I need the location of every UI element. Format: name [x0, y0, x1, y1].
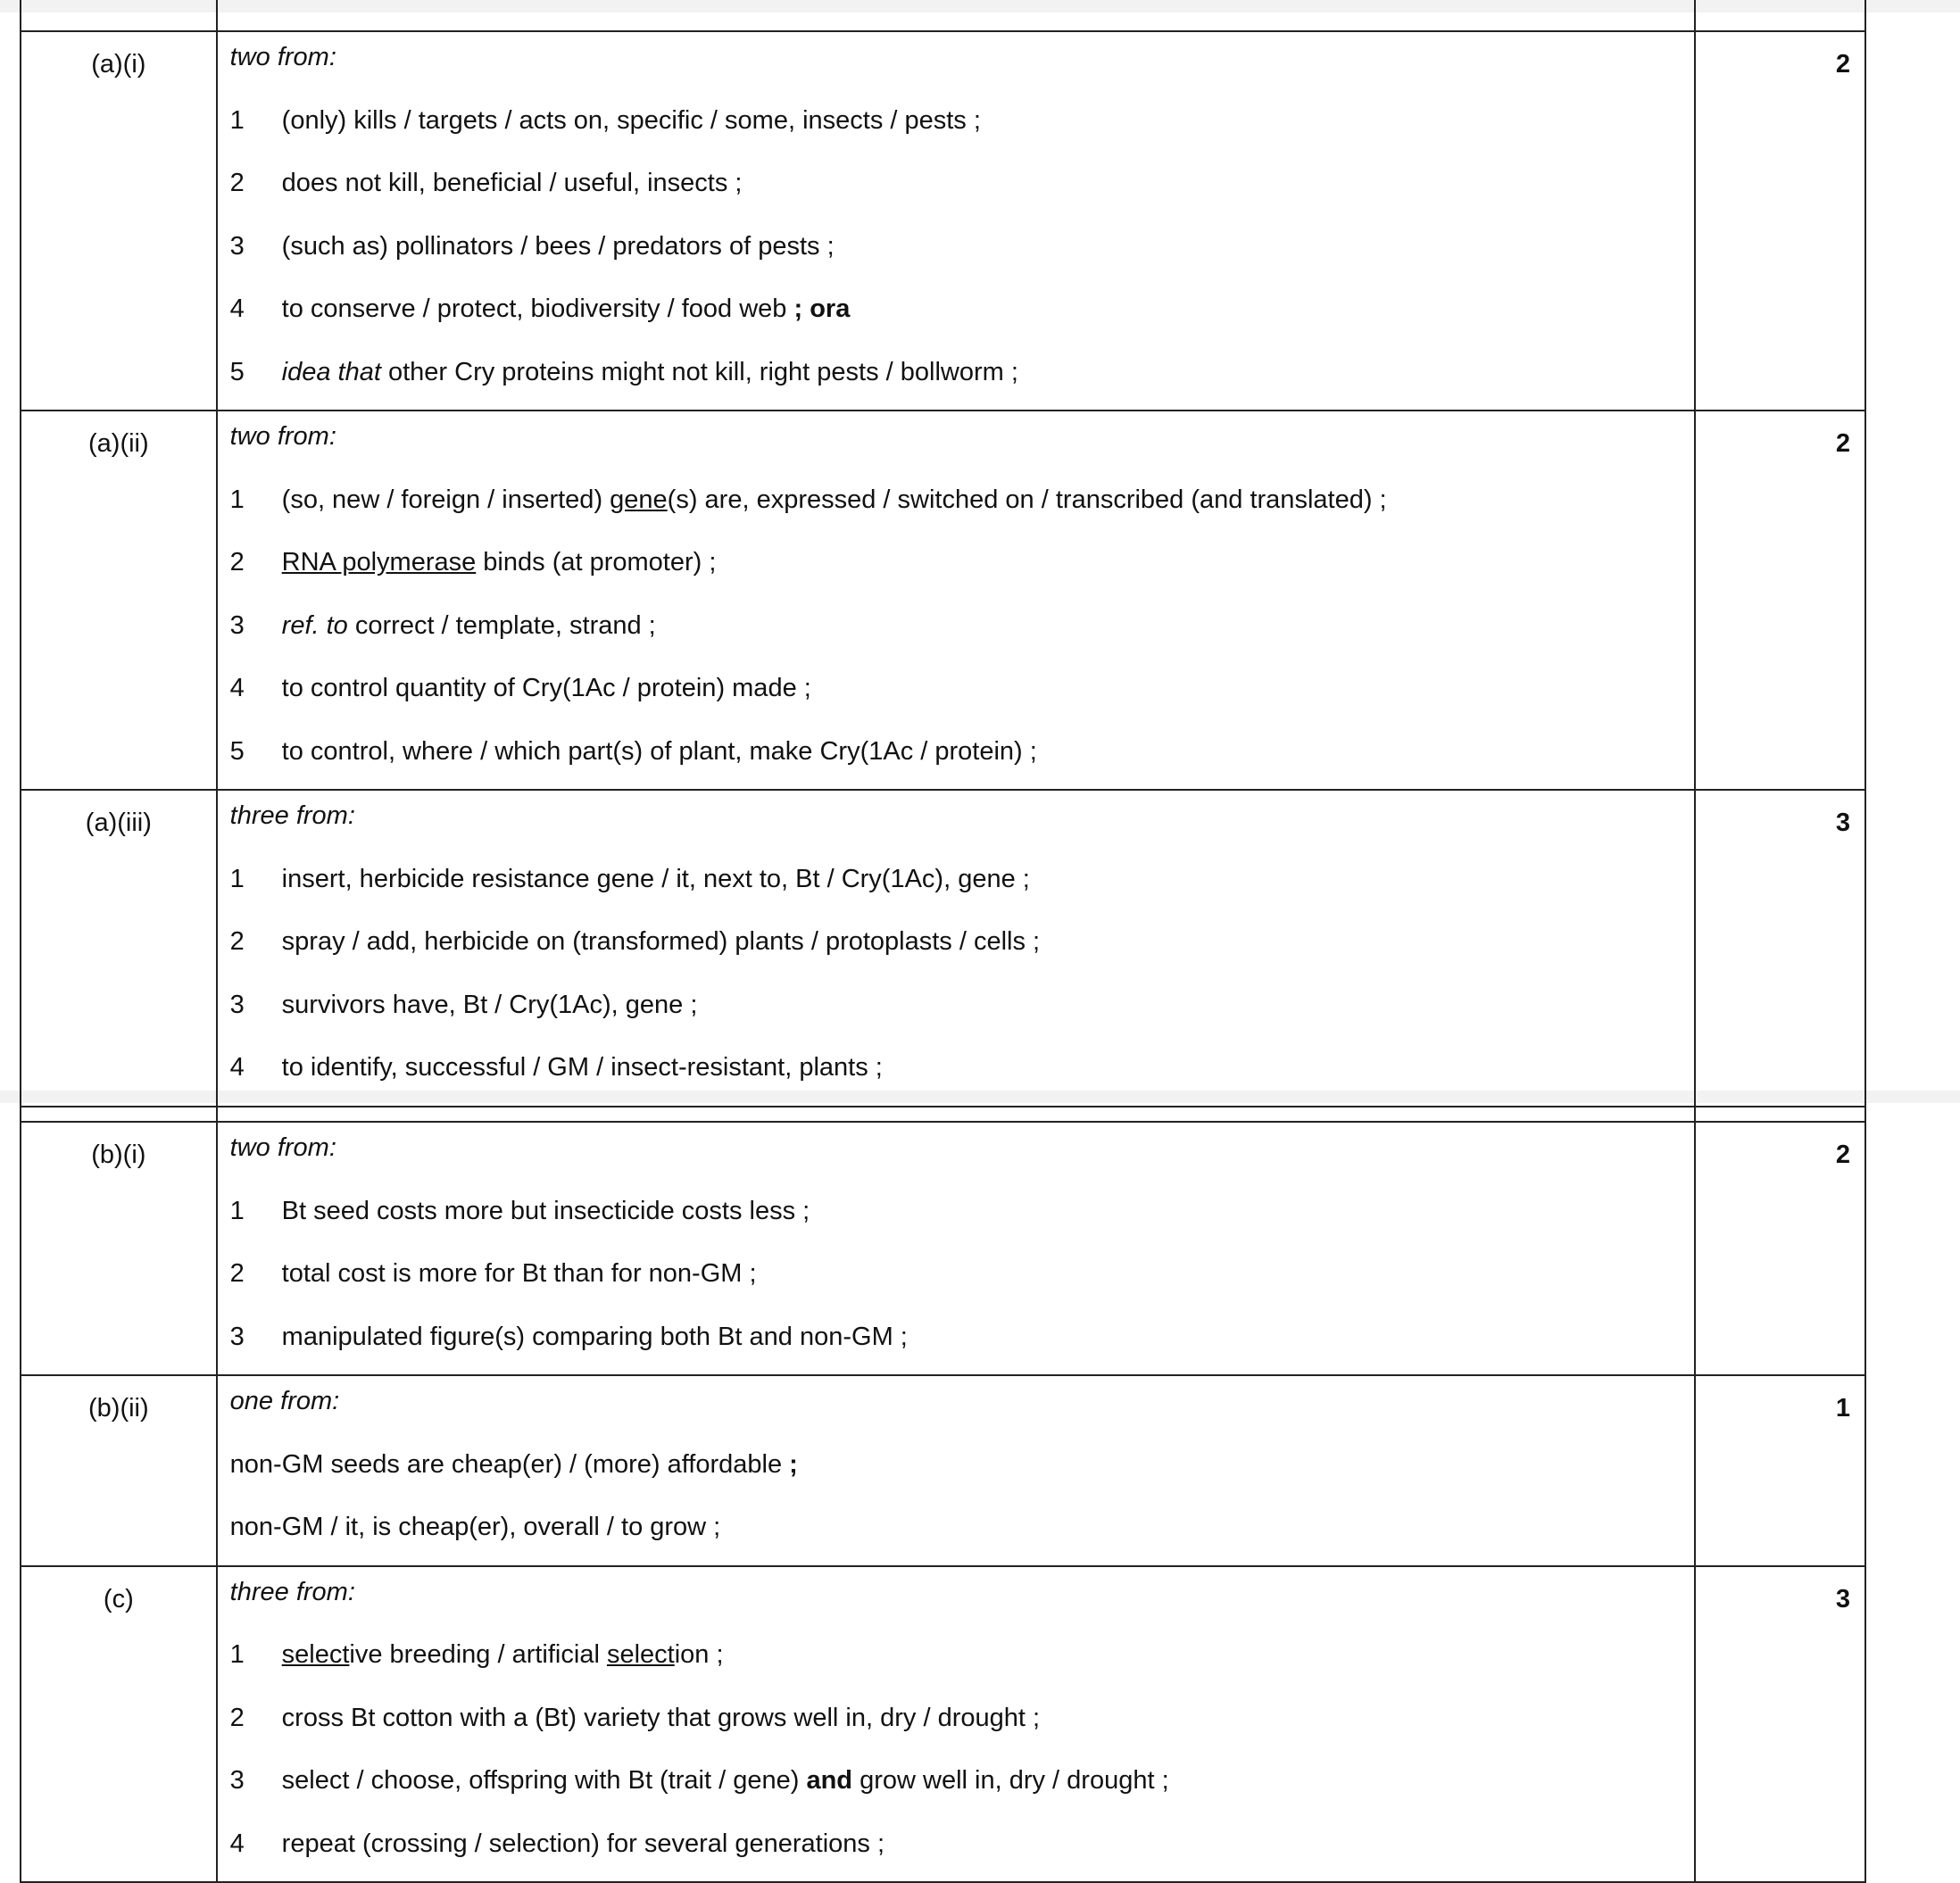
- point-number: 3: [229, 1322, 245, 1351]
- answer-point: [230, 537, 1694, 601]
- question-row: [21, 1122, 1865, 1375]
- point-number: 2: [229, 1703, 245, 1732]
- point-number: 4: [229, 1053, 245, 1082]
- answer-point: [230, 1630, 1694, 1693]
- strip-cell: [1695, 1091, 1865, 1122]
- point-number: 2: [229, 927, 245, 956]
- strip-cell: [217, 1091, 1695, 1122]
- question-row: [21, 790, 1865, 1107]
- answer-point: [230, 1693, 1694, 1756]
- marks-value: 1: [1695, 1375, 1865, 1566]
- strip-cell: [1695, 0, 1865, 31]
- answer-text: (only) kills / targets / acts on, specific / some, insects / pests ;: [281, 105, 981, 135]
- answer-point: [230, 475, 1694, 538]
- point-number: 1: [229, 105, 245, 135]
- point-number: 2: [229, 548, 245, 577]
- answer-text: cross Bt cotton with a (Bt) variety that grows well in, dry / drought ;: [281, 1703, 1041, 1732]
- answer-point: [230, 663, 1694, 726]
- answer-text: ; ora: [793, 294, 851, 323]
- answer-cell: [217, 1566, 1695, 1883]
- point-number: 3: [229, 231, 245, 261]
- answer-point: [230, 1502, 1694, 1565]
- answer-text: and: [806, 1766, 853, 1795]
- question-row: [21, 411, 1865, 790]
- answer-text: ive breeding / artificial: [349, 1640, 607, 1669]
- marks-value: 2: [1695, 31, 1865, 411]
- answer-text: to identify, successful / GM / insect-resistant, plants ;: [281, 1053, 883, 1082]
- answer-point: [230, 854, 1694, 917]
- answer-point: [230, 726, 1694, 790]
- answer-text: ref. to: [281, 610, 348, 640]
- answer-text: (such as) pollinators / bees / predators of pests ;: [281, 231, 835, 261]
- marks-value: 2: [1695, 1122, 1865, 1375]
- answer-text: to conserve / protect, biodiversity / food web: [281, 294, 794, 323]
- answer-intro: two from:: [229, 1133, 336, 1162]
- strip-cell: [217, 0, 1695, 31]
- answer-cell: [217, 1375, 1695, 1566]
- answer-text: to control quantity of Cry(1Ac / protein) made ;: [281, 674, 811, 702]
- answer-point: [230, 1755, 1694, 1819]
- point-number: 1: [229, 864, 245, 893]
- answer-text: repeat (crossing / selection) for several generations ;: [281, 1829, 885, 1858]
- answer-point: [230, 1819, 1694, 1882]
- answer-point: [230, 1312, 1694, 1375]
- point-number: 4: [229, 294, 245, 323]
- answer-point: [230, 284, 1694, 347]
- answer-intro: one from:: [229, 1387, 340, 1415]
- point-number: 1: [229, 1196, 245, 1225]
- question-row: [21, 31, 1865, 411]
- answer-text: correct / template, strand ;: [347, 610, 656, 640]
- mark-scheme-table-b: [20, 1091, 1866, 1883]
- answer-text: binds (at promoter) ;: [476, 548, 717, 577]
- question-part: (c): [21, 1566, 217, 1883]
- answer-text: non-GM / it, is cheap(er), overall / to grow ;: [229, 1513, 721, 1541]
- answer-cell: [217, 1122, 1695, 1375]
- answer-text: does not kill, beneficial / useful, insects ;: [281, 169, 743, 197]
- mark-scheme-table-a: [20, 0, 1866, 1107]
- answer-text: insert, herbicide resistance gene / it, next to, Bt / Cry(1Ac), gene ;: [281, 864, 1030, 893]
- strip-cell: [21, 1091, 217, 1122]
- question-part: (b)(i): [21, 1122, 217, 1375]
- answer-text: (so, new / foreign / inserted): [281, 485, 610, 514]
- answer-text: manipulated figure(s) comparing both Bt and non-GM ;: [281, 1322, 908, 1351]
- answer-point: [230, 980, 1694, 1043]
- answer-intro: two from:: [229, 422, 336, 451]
- question-row: [21, 1375, 1865, 1566]
- answer-text: other Cry proteins might not kill, right pests / bollworm ;: [380, 357, 1018, 386]
- question-part: (a)(ii): [21, 411, 217, 790]
- marks-value: 3: [1695, 790, 1865, 1107]
- answer-cell: [217, 411, 1695, 790]
- answer-point: [230, 347, 1694, 411]
- answer-text: idea that: [281, 357, 381, 386]
- strip-cell: [21, 0, 217, 31]
- answer-text: ;: [789, 1449, 798, 1479]
- point-number: 3: [229, 610, 245, 640]
- point-number: 1: [229, 485, 245, 514]
- answer-cell: [217, 31, 1695, 411]
- answer-text: ion ;: [674, 1640, 724, 1669]
- answer-text: (s) are, expressed / switched on / transcribed (and translated) ;: [667, 485, 1387, 514]
- point-number: 5: [229, 736, 245, 766]
- answer-text: spray / add, herbicide on (transformed) plants / protoplasts / cells ;: [281, 927, 1041, 956]
- marks-value: 3: [1695, 1566, 1865, 1883]
- answer-text: select: [606, 1640, 675, 1669]
- answer-point: [230, 1248, 1694, 1312]
- answer-point: [230, 95, 1694, 159]
- answer-point: [230, 601, 1694, 664]
- answer-cell: [217, 790, 1695, 1107]
- question-part: (a)(i): [21, 31, 217, 411]
- answer-point: [230, 221, 1694, 285]
- answer-text: gene: [610, 485, 668, 514]
- question-part: (b)(ii): [21, 1375, 217, 1566]
- answer-text: grow well in, dry / drought ;: [852, 1766, 1169, 1795]
- point-number: 3: [229, 1766, 245, 1795]
- point-number: 4: [229, 674, 245, 702]
- point-number: 4: [229, 1829, 245, 1858]
- answer-point: [230, 158, 1694, 221]
- question-part: (a)(iii): [21, 790, 217, 1107]
- answer-intro: two from:: [229, 43, 336, 71]
- point-number: 5: [229, 357, 245, 386]
- answer-point: [230, 917, 1694, 980]
- point-number: 3: [229, 990, 245, 1019]
- point-number: 2: [229, 169, 245, 197]
- marks-value: 2: [1695, 411, 1865, 790]
- answer-intro: three from:: [229, 1577, 355, 1606]
- table-top-strip: [21, 1091, 1865, 1122]
- table-top-strip: [21, 0, 1865, 31]
- point-number: 2: [229, 1259, 245, 1288]
- point-number: 1: [229, 1640, 245, 1669]
- answer-text: non-GM seeds are cheap(er) / (more) affordable: [229, 1449, 790, 1479]
- answer-text: to control, where / which part(s) of plant, make Cry(1Ac / protein) ;: [281, 736, 1037, 766]
- answer-text: total cost is more for Bt than for non-GM ;: [281, 1259, 757, 1288]
- answer-text: Bt seed costs more but insecticide costs less ;: [281, 1196, 810, 1225]
- answer-text: select: [281, 1640, 350, 1669]
- answer-point: [230, 1439, 1694, 1503]
- answer-text: select / choose, offspring with Bt (trait / gene): [281, 1766, 807, 1795]
- answer-point: [230, 1186, 1694, 1249]
- answer-text: RNA polymerase: [281, 548, 477, 577]
- answer-intro: three from:: [229, 801, 355, 830]
- question-row: [21, 1566, 1865, 1883]
- answer-text: survivors have, Bt / Cry(1Ac), gene ;: [281, 990, 698, 1019]
